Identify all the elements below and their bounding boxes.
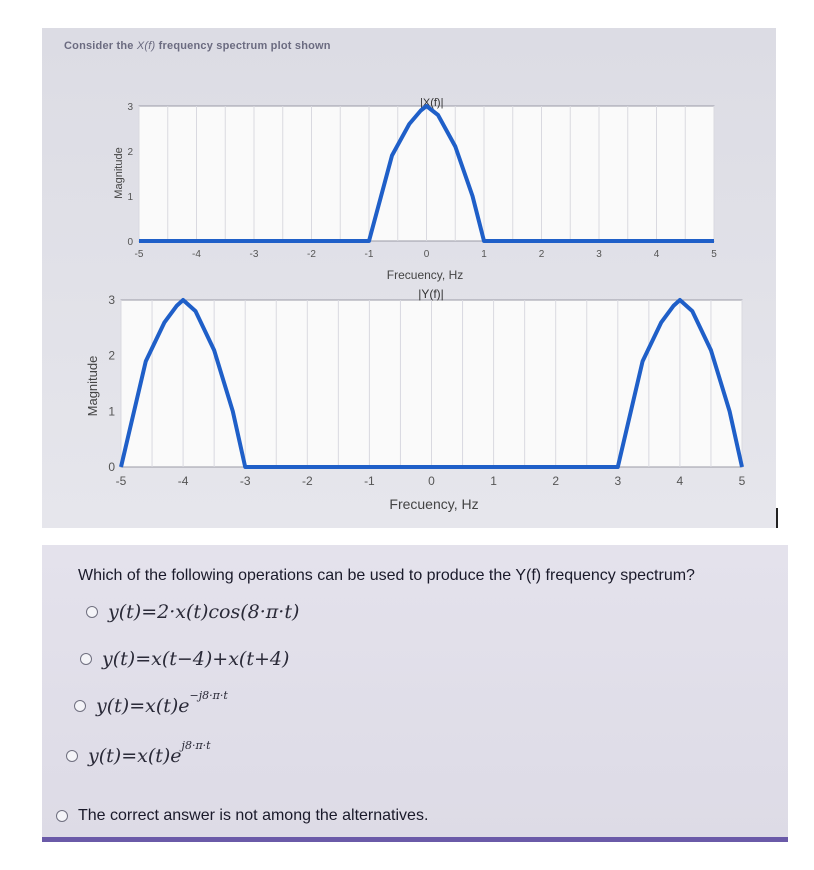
- x-tick-label: -2: [307, 249, 316, 260]
- radio-option-5[interactable]: [56, 810, 68, 822]
- x-plot-ylabel: Magnitude: [113, 147, 125, 199]
- x-tick-label: 1: [490, 474, 497, 488]
- x-tick-label: -5: [115, 474, 127, 488]
- option-4[interactable]: [66, 739, 211, 767]
- figure-caption: Consider the X(f) frequency spectrum plot shown: [64, 40, 331, 52]
- x-plot-grid: [139, 106, 714, 241]
- x-tick-label: 2: [552, 474, 560, 488]
- x-tick-label: -4: [177, 474, 189, 488]
- option-3[interactable]: [74, 689, 228, 717]
- radio-option-1[interactable]: [86, 606, 98, 618]
- y-tick-label: 3: [108, 293, 115, 307]
- x-tick-label: 4: [676, 474, 684, 488]
- x-tick-label: 5: [711, 249, 717, 260]
- option-2-label: y(t)=x(t−4)+x(t+4): [102, 648, 290, 670]
- x-plot-title: |X(f)|: [420, 97, 444, 109]
- y-plot-xticks: [116, 474, 746, 488]
- y-plot-yticks: [108, 293, 115, 474]
- question-text: Which of the following operations can be used to produce the Y(f) frequency spectrum?: [78, 567, 695, 584]
- x-tick-label: 0: [423, 249, 430, 260]
- spectrum-figure-panel: [42, 28, 776, 528]
- radio-option-4[interactable]: [66, 750, 78, 762]
- option-5[interactable]: [56, 807, 428, 825]
- y-tick-label: 3: [127, 102, 133, 113]
- option-5-label: The correct answer is not among the alternatives.: [78, 807, 429, 824]
- x-tick-label: -5: [134, 249, 144, 260]
- x-tick-label: 4: [653, 249, 660, 260]
- radio-option-3[interactable]: [74, 700, 86, 712]
- y-tick-label: 2: [127, 147, 133, 158]
- spectrum-plots: [42, 28, 776, 528]
- y-plot-title: |Y(f)|: [418, 287, 444, 301]
- x-tick-label: -4: [192, 249, 201, 260]
- y-tick-label: 2: [108, 348, 115, 363]
- y-plot-grid: [121, 300, 742, 467]
- y-spectrum-plot: [85, 287, 746, 512]
- x-tick-label: -1: [364, 474, 375, 488]
- radio-option-2[interactable]: [80, 653, 92, 665]
- x-tick-label: -1: [364, 249, 374, 260]
- x-tick-label: 3: [614, 474, 622, 488]
- x-spectrum-plot: [113, 97, 717, 282]
- x-tick-label: 5: [738, 474, 746, 488]
- x-plot-xlabel: Frecuency, Hz: [386, 268, 464, 282]
- y-tick-label: 0: [108, 460, 115, 474]
- option-4-label: $y(t)=x(t)e^{j8\cdot\pi\cdot t}$: [88, 739, 211, 767]
- x-tick-label: 0: [428, 474, 435, 488]
- x-tick-label: 3: [596, 249, 602, 260]
- y-tick-label: 1: [127, 192, 133, 203]
- x-tick-label: 1: [481, 249, 487, 260]
- y-tick-label: 1: [108, 404, 115, 419]
- x-tick-label: -3: [249, 249, 259, 260]
- x-tick-label: 2: [538, 249, 545, 260]
- divider-mark: [776, 508, 778, 528]
- y-tick-label: 0: [127, 237, 133, 248]
- x-plot-yticks: [127, 102, 133, 248]
- x-plot-xticks: [135, 249, 718, 260]
- question-panel: [42, 545, 788, 842]
- option-3-label: $y(t)=x(t)e^{-j8\cdot\pi\cdot t}$: [96, 689, 228, 717]
- option-1-label: y(t)=2·x(t)cos(8·π·t): [108, 601, 300, 623]
- y-plot-ylabel: Magnitude: [85, 355, 100, 417]
- y-plot-xlabel: Frecuency, Hz: [389, 496, 479, 512]
- option-2[interactable]: [80, 648, 289, 670]
- x-tick-label: -2: [301, 474, 313, 488]
- option-1[interactable]: [86, 601, 299, 623]
- x-tick-label: -3: [239, 474, 251, 488]
